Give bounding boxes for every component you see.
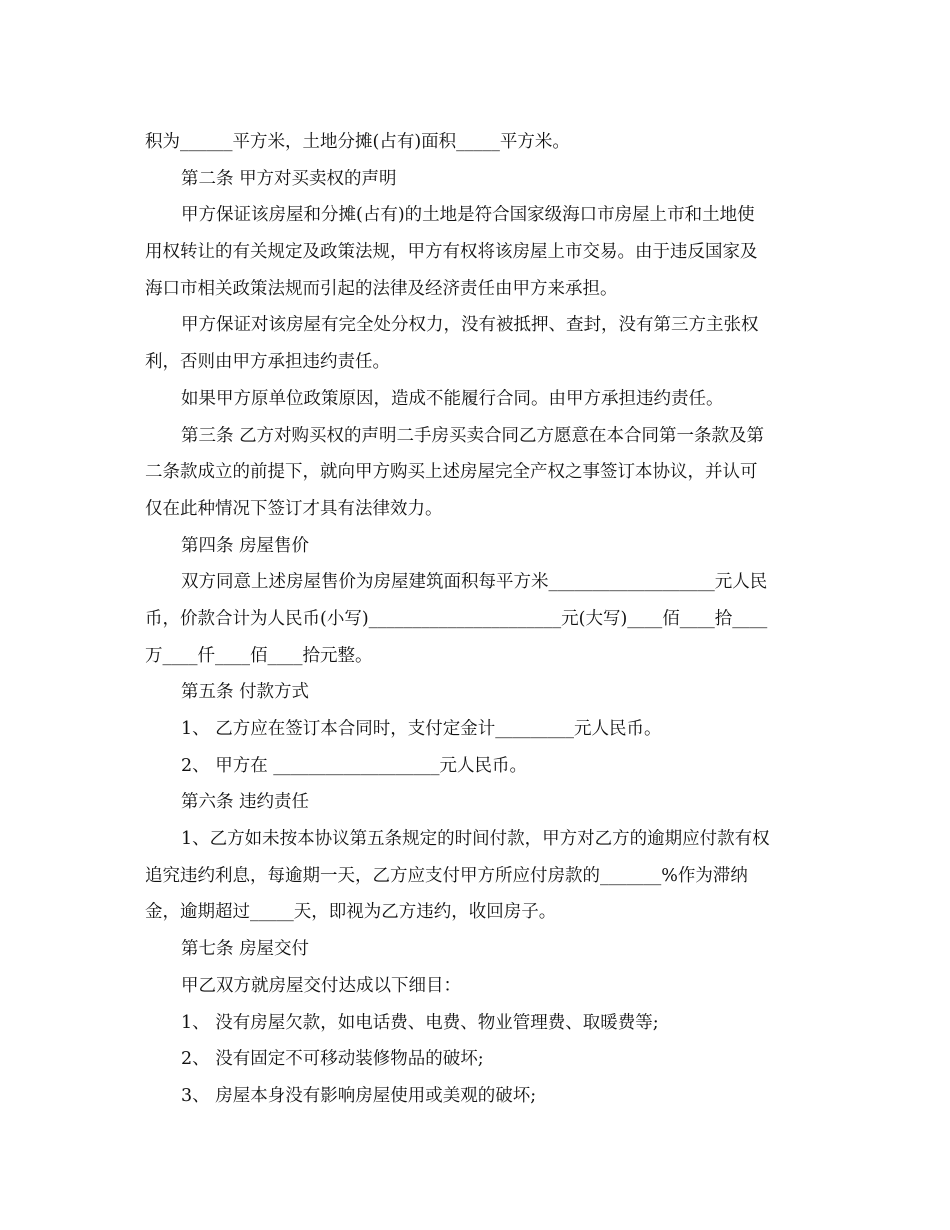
text-line: 3、 房屋本身没有影响房屋使用或美观的破坏; bbox=[181, 1085, 537, 1106]
text-line: 甲方保证该房屋和分摊(占有)的土地是符合国家级海口市房屋上市和土地使 bbox=[181, 205, 755, 226]
text-line: 海口市相关政策法规而引起的法律及经济责任由甲方来承担。 bbox=[145, 278, 618, 299]
text-line: 二条款成立的前提下，就向甲方购买上述房屋完全产权之事签订本协议，并认可 bbox=[145, 462, 758, 483]
text-line: 第三条 乙方对购买权的声明二手房买卖合同乙方愿意在本合同第一条款及第 bbox=[181, 425, 765, 446]
text-line: 第七条 房屋交付 bbox=[181, 939, 310, 960]
text-line: 利，否则由甲方承担违约责任。 bbox=[145, 352, 390, 373]
text-line: 积为______平方米，土地分摊(占有)面积_____平方米。 bbox=[145, 132, 570, 152]
text-line: 币，价款合计为人民币(小写)______________________元(大写)____佰____拾____ bbox=[145, 608, 768, 629]
text-line: 1、 没有房屋欠款，如电话费、电费、物业管理费、取暖费等; bbox=[181, 1012, 659, 1033]
document-body bbox=[145, 124, 950, 1115]
text-line: 1、 乙方应在签订本合同时，支付定金计_________元人民币。 bbox=[181, 719, 662, 739]
text-line: 2、 甲方在 ___________________元人民币。 bbox=[181, 755, 528, 776]
text-line: 仅在此种情况下签订才具有法律效力。 bbox=[145, 498, 443, 519]
text-line: 2、 没有固定不可移动装修物品的破坏; bbox=[181, 1049, 484, 1070]
text-line: 如果甲方原单位政策原因，造成不能履行合同。由甲方承担违约责任。 bbox=[181, 388, 724, 409]
text-line: 金，逾期超过_____天，即视为乙方违约，收回房子。 bbox=[145, 902, 557, 923]
text-line: 用权转让的有关规定及政策法规，甲方有权将该房屋上市交易。由于违反国家及 bbox=[145, 242, 758, 263]
text-line: 第六条 违约责任 bbox=[181, 792, 310, 813]
text-line: 甲乙双方就房屋交付达成以下细目： bbox=[181, 975, 461, 996]
text-line: 第四条 房屋售价 bbox=[181, 535, 310, 556]
text-line: 追究违约利息，每逾期一天，乙方应支付甲方所应付房款的_______%作为滞纳 bbox=[145, 865, 748, 886]
text-line: 双方同意上述房屋售价为房屋建筑面积每平方米___________________元人民 bbox=[181, 572, 768, 593]
text-line: 万____仟____佰____拾元整。 bbox=[145, 645, 373, 666]
text-line: 第二条 甲方对买卖权的声明 bbox=[181, 168, 397, 189]
text-line: 甲方保证对该房屋有完全处分权力，没有被抵押、查封，没有第三方主张权 bbox=[181, 315, 759, 336]
text-line: 1、乙方如未按本协议第五条规定的时间付款，甲方对乙方的逾期应付款有权 bbox=[181, 829, 770, 850]
text-line: 第五条 付款方式 bbox=[181, 682, 310, 703]
